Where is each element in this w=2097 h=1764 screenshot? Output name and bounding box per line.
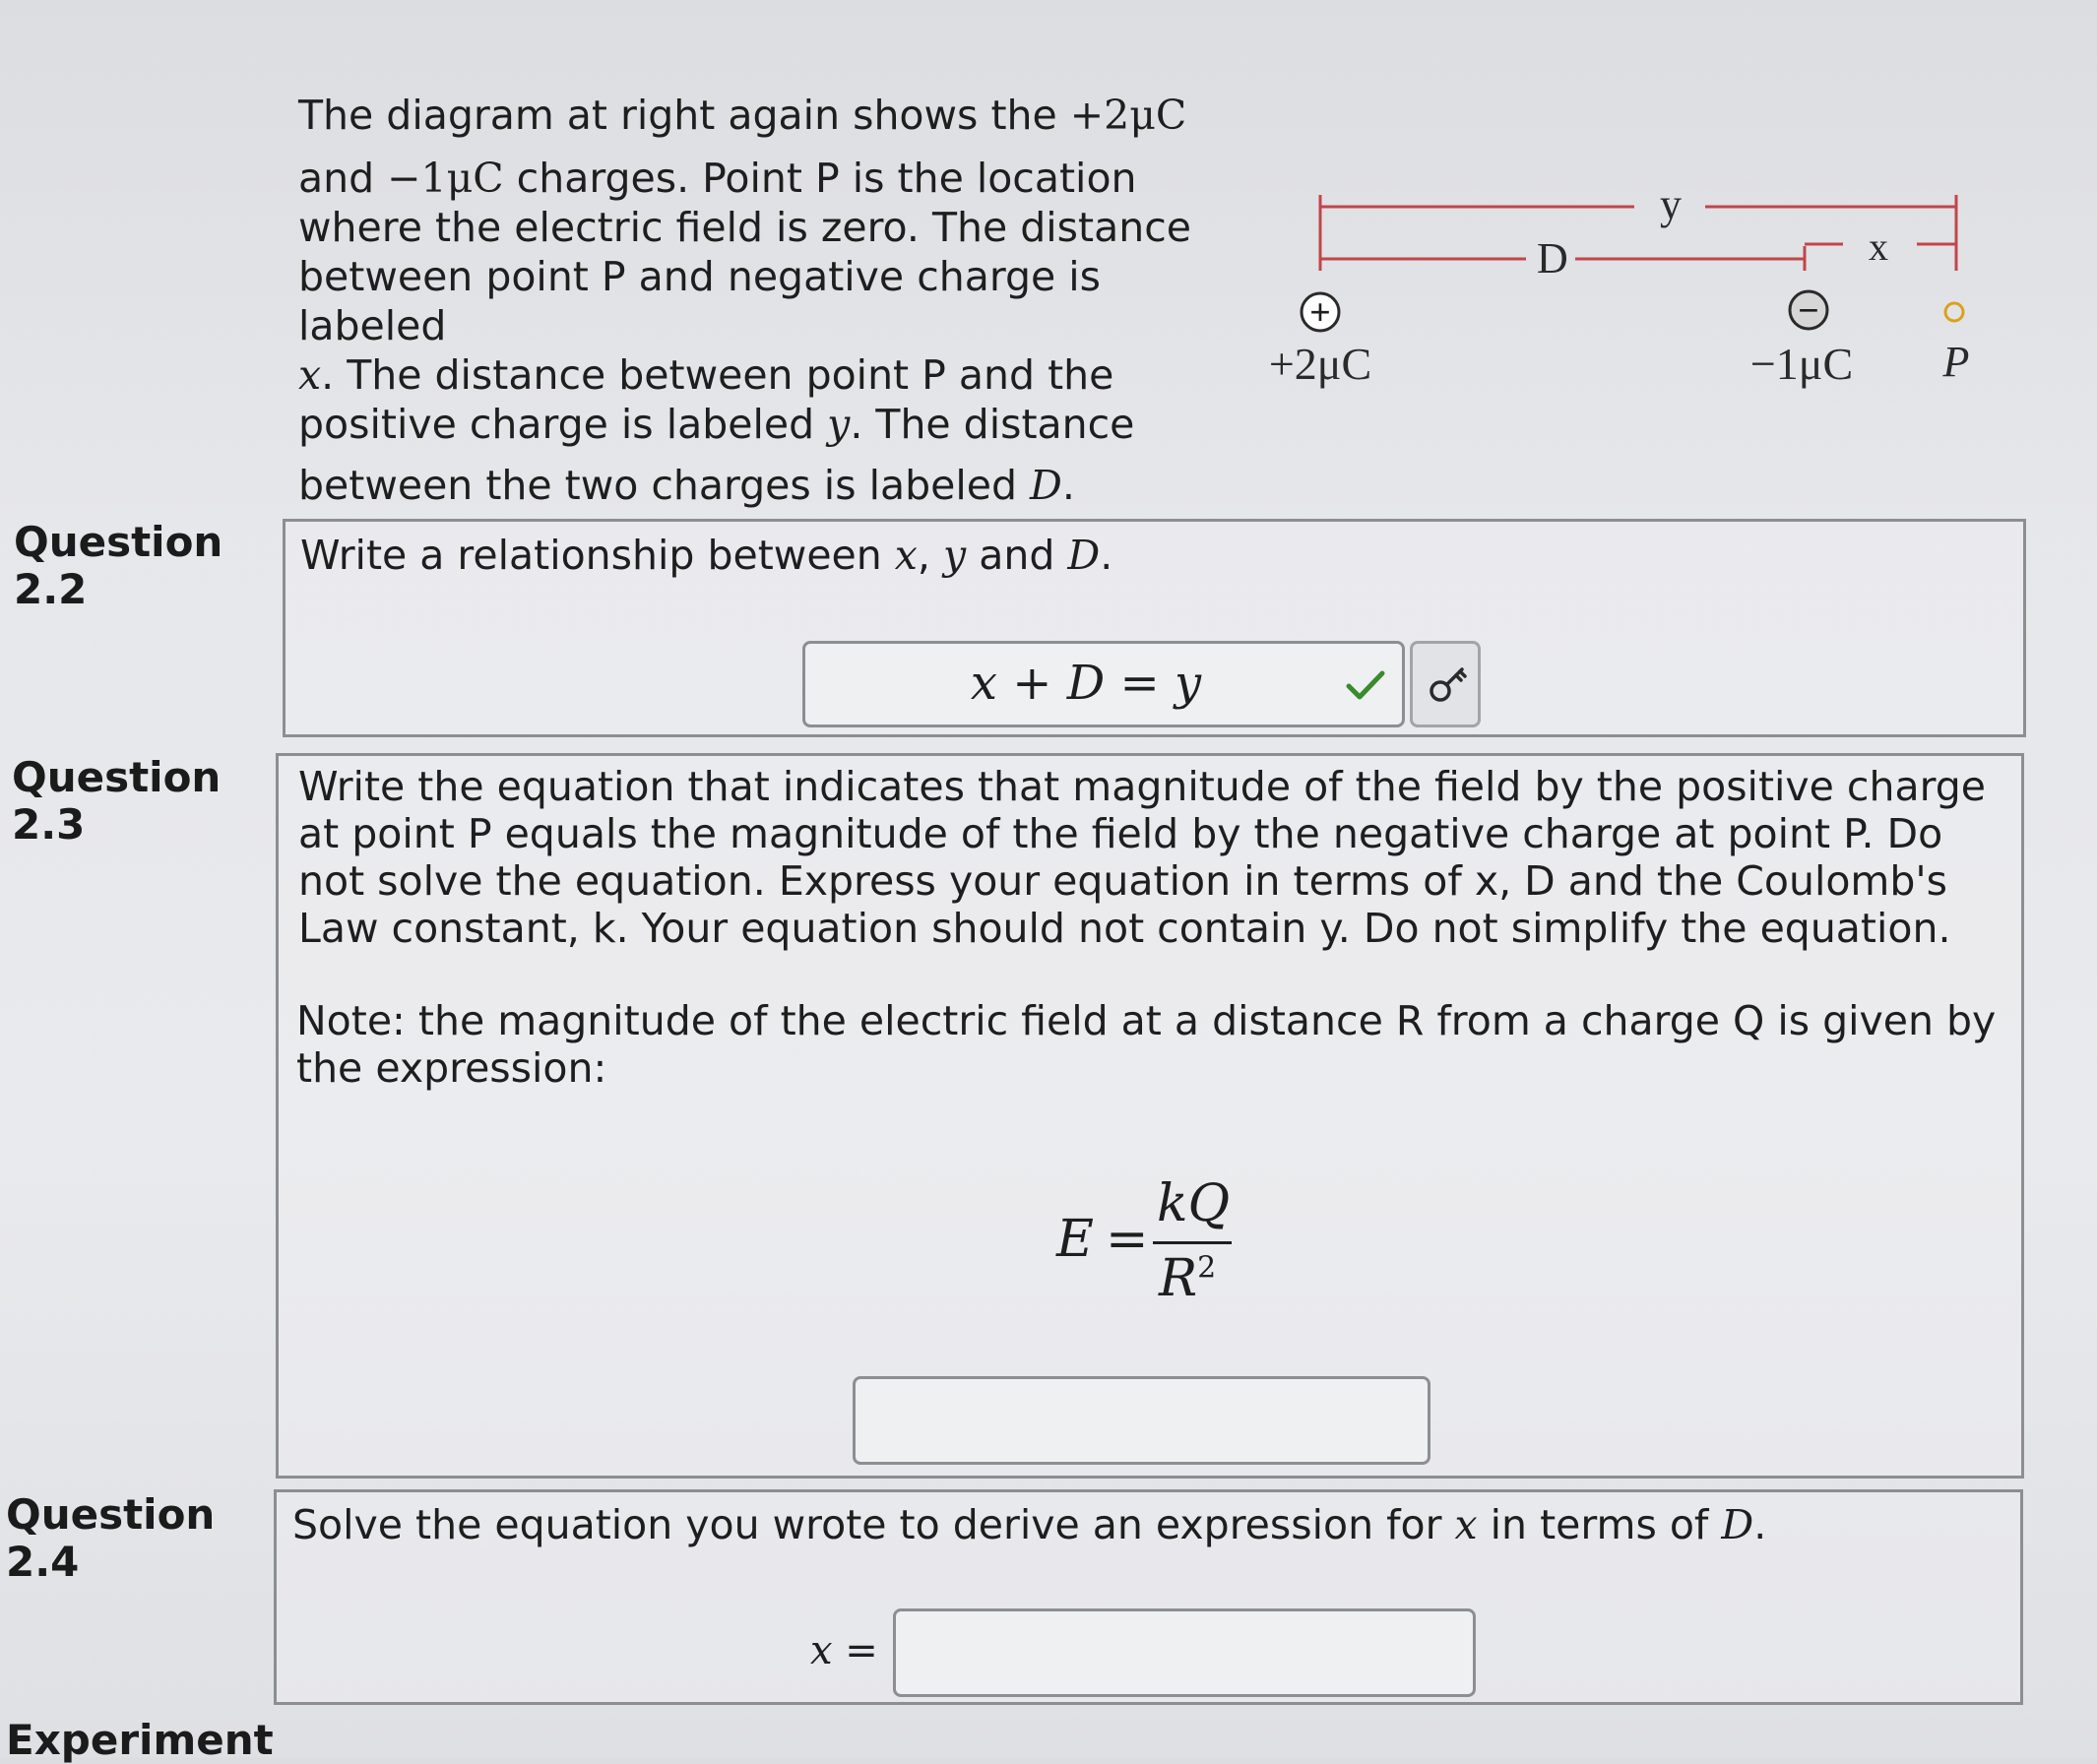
checkmark-icon [1345, 667, 1386, 703]
intro-line-2: and −1μC charges. Point P is the location [298, 155, 1137, 202]
label-y: y [1660, 180, 1682, 228]
label-D: D [1537, 234, 1568, 283]
question-2-2-label: Question 2.2 [14, 518, 223, 613]
intro-line-7: between the two charges is labeled D. [298, 462, 1075, 509]
question-2-2-prompt: Write a relationship between x, y and D. [300, 532, 1113, 579]
minus-icon: − [1798, 290, 1819, 332]
answer-field-2-4[interactable] [893, 1608, 1476, 1697]
negative-charge-label: −1μC [1749, 339, 1854, 389]
question-2-3-note: Note: the magnitude of the electric field at a distance R from a charge Q is given by the expression: [296, 997, 1997, 1092]
answer-field-2-3[interactable] [853, 1376, 1430, 1465]
intro-line-1: The diagram at right again shows the +2μC [298, 92, 1187, 139]
input-label-x: x = [810, 1628, 878, 1673]
charge-positive-inline: +2μC [1069, 92, 1187, 139]
formula-fraction-bar [1153, 1241, 1232, 1244]
positive-charge [1302, 292, 1339, 334]
formula-numerator: kQ [1157, 1174, 1231, 1233]
field-formula [1056, 1174, 1253, 1312]
question-2-3-label: Question 2.3 [12, 753, 222, 849]
question-2-4-label: Question 2.4 [6, 1490, 216, 1586]
key-button[interactable] [1410, 641, 1481, 727]
charge-negative-inline: −1μC [387, 155, 504, 202]
charges-diagram [1240, 177, 1989, 413]
answer-field-2-2[interactable] [802, 641, 1405, 727]
point-P-label: P [1942, 338, 1970, 386]
intro-line-6: positive charge is labeled y. The distance [298, 401, 1135, 448]
formula-denominator: $R^2$ [1159, 1249, 1217, 1308]
intro-line-4: between point P and negative charge is labeled [298, 253, 1102, 349]
question-2-3-prompt: Write the equation that indicates that magnitude of the field by the positive charge at point P equals the magnitude of the field by the negative charge at point P. Do not solve the equation. Express your equation in terms of x, D and the Coulomb's Law constant, k. Your equation should not contain y. Do not simplify the equation. [298, 763, 1986, 952]
answer-2-2-value: x + D = y [970, 656, 1202, 711]
bracket-x [1805, 224, 1956, 269]
intro-line-5: x. The distance between point P and the [298, 351, 1114, 399]
question-2-4-box [274, 1489, 2023, 1705]
formula-equals: = [1106, 1210, 1149, 1269]
key-icon [1427, 663, 1470, 707]
plus-icon: + [1309, 292, 1331, 334]
intro-paragraph [298, 91, 1224, 510]
bracket-y [1320, 180, 1956, 271]
label-x: x [1869, 224, 1888, 269]
question-2-4-prompt: Solve the equation you wrote to derive an expression for x in terms of D. [292, 1501, 1767, 1548]
question-2-2-box [283, 519, 2026, 737]
formula-lhs: E [1056, 1210, 1094, 1269]
experiment-section-label: Experiment [6, 1716, 274, 1764]
intro-line-3: where the electric field is zero. The distance [298, 204, 1191, 251]
question-2-3-box [276, 753, 2024, 1479]
point-P-marker [1945, 303, 1963, 321]
positive-charge-label: +2μC [1268, 339, 1372, 389]
negative-charge [1790, 290, 1827, 332]
